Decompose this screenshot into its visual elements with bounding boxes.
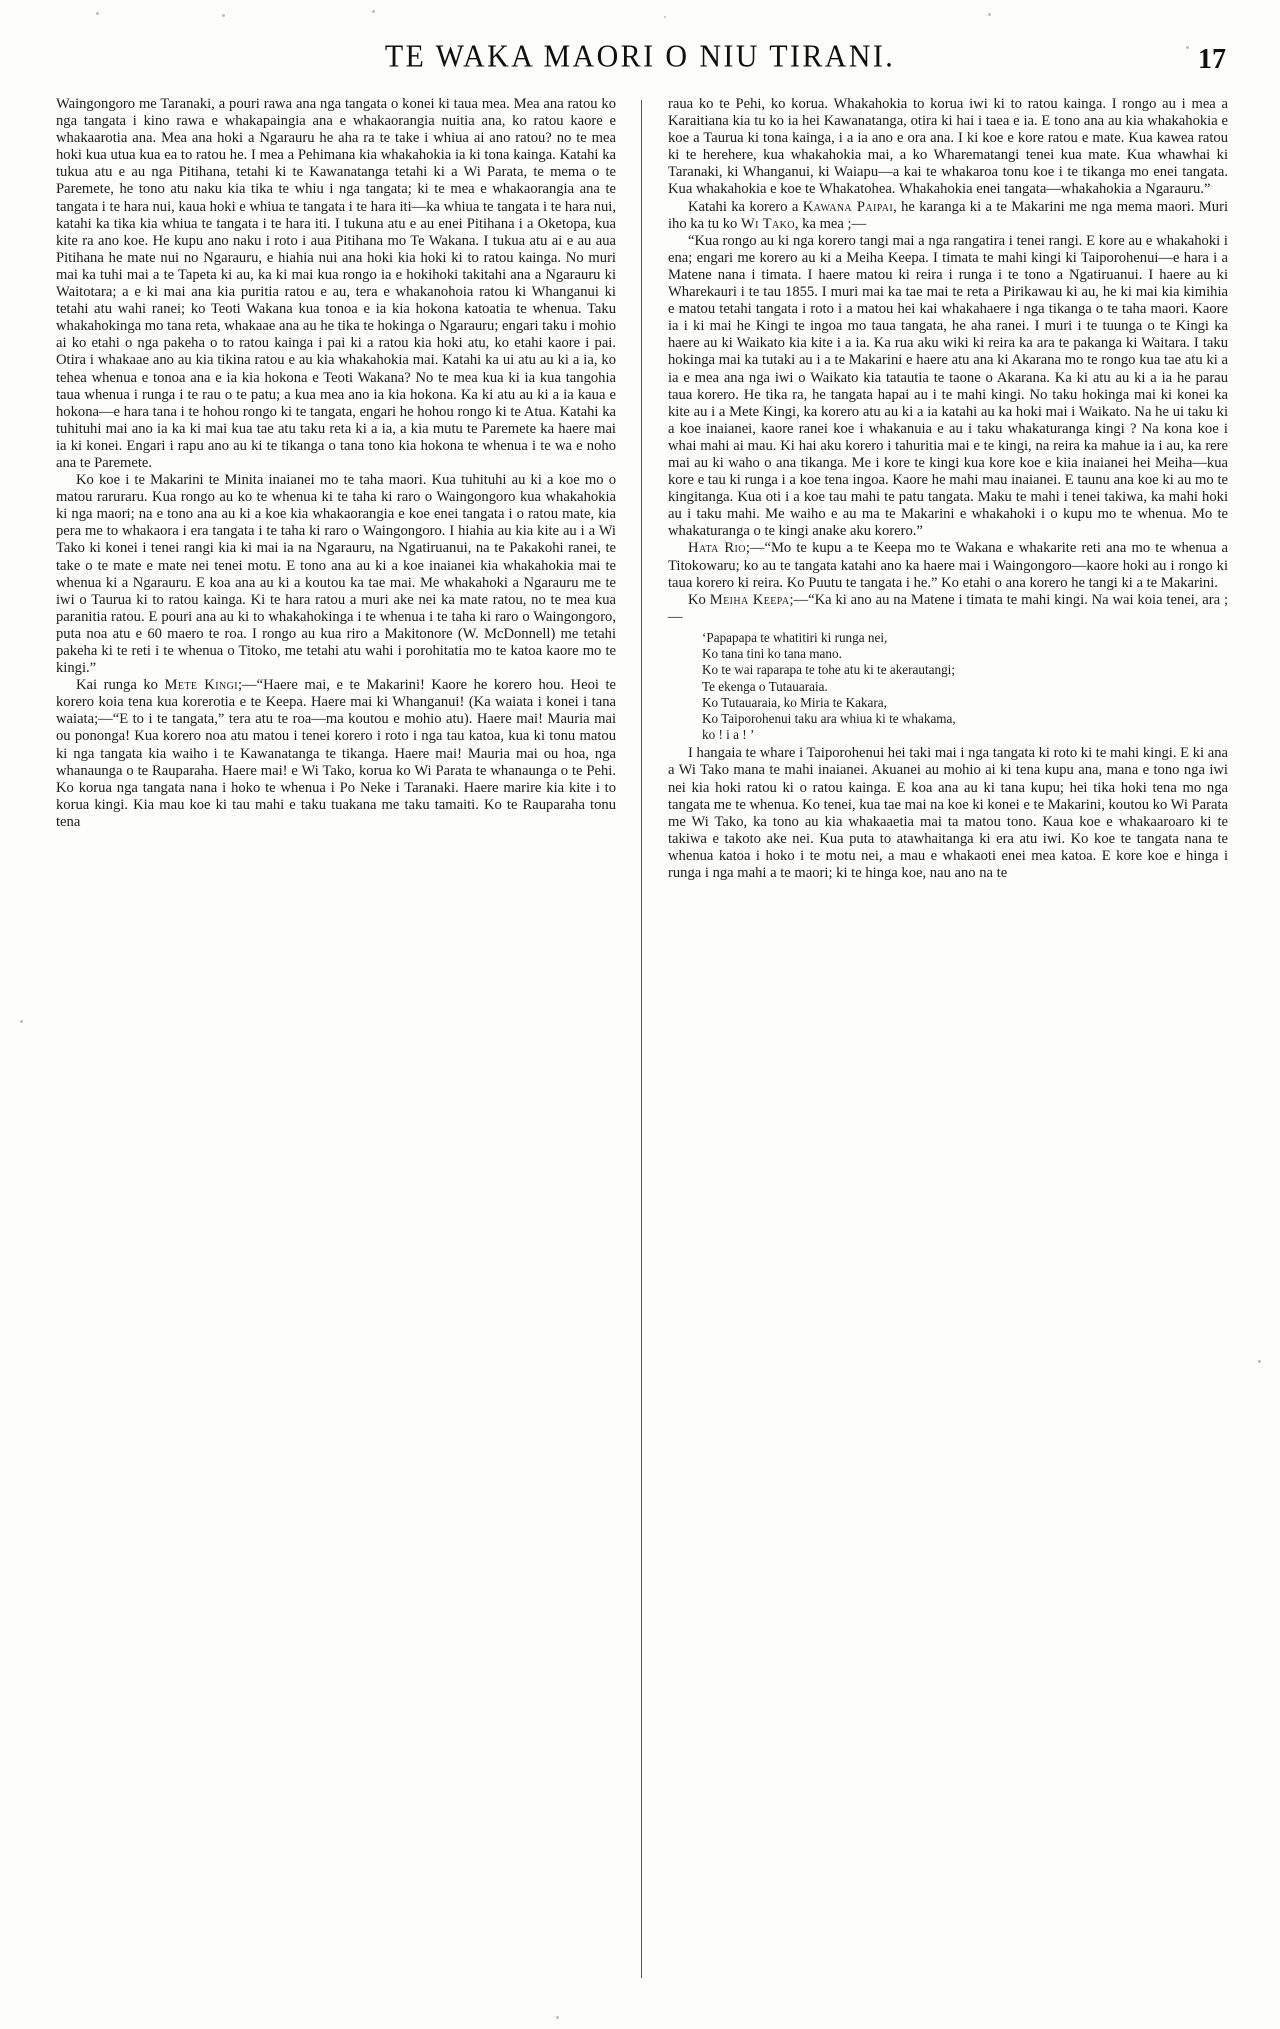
masthead-title: TE WAKA MAORI O NIU TIRANI. <box>384 39 896 74</box>
verse-line: Ko Tutauaraia, ko Miria te Kakara, <box>702 694 887 710</box>
paper-speck <box>1186 46 1189 49</box>
paragraph: Ko Meiha Keepa;—“Ka ki ano au na Matene i timata te mahi kingi. Na wai koia tenei, ara ;— <box>668 591 1228 625</box>
paragraph: Kai runga ko Mete Kingi;—“Haere mai, e te Makarini! Kaore he korero hou. Heoi te korero koia tena kua korerotia e te Keepa. Haere mai ki Whanganui! (Ka waiata i konei i tana waiata;—“E to i te tangata,” tera atu te roa—ma koutou e mohio atu). Haere mai! Mauria mai ou pononga! Kua korero noa atu matou i tenei korero i roto i nga tau katoa, kua ki tonu matou ki nga tangata kia waiho i te Kawanatanga te tikanga. Haere mai! Mauria mai ou hoa, nga whanaunga o te Rauparaha. Haere mai! e Wi Tako, korua ko Wi Parata te whanaunga o te Pehi. Ko korua nga tangata nana i hoko te whenua i Po Neke i Taranaki. Haere marire kia kite i to korua kingi. Kia mau koe ki tau mahi e taku tuakana me taku tamaiti. Ko te Rauparaha tonu tena <box>56 677 616 830</box>
paper-speck <box>1258 1360 1261 1363</box>
paragraph: raua ko te Pehi, ko korua. Whakahokia to korua iwi ki to ratou kainga. I rongo au i mea a Karaitiana kia tu ko ia hei Kawanatanga, otira ki hai i taea e ia. E tono ana au kia whakahokia e koe a Taurua ki tona kainga, i a ia ano e ora ana. I ki koe e kore ratou e mate. Kua kawea ratou ki te herehere, kua whakahokia mai, a ko Wharematangi tenei kua mate. Kua whawhai ki Taranaki, ki Whanganui, ki Waiapu—a kai te whakaroa tonu koe i te tikanga mo enei tangata. Kua whakahokia e koe te Whakatohea. Whakahokia enei tangata—whakahokia a Ngarauru.” <box>668 96 1228 198</box>
page-number: 17 <box>1198 44 1226 75</box>
paper-speck <box>664 16 666 18</box>
verse-line: Ko tana tini ko tana mano. <box>702 646 842 662</box>
verse-line: Ko te wai raparapa te tohe atu ki te akerautangi; <box>702 662 956 678</box>
paper-speck <box>372 10 375 13</box>
left-column <box>56 96 616 831</box>
paragraph: Ko koe i te Makarini te Minita inaianei mo te taha maori. Kua tuhituhi au ki a koe mo o matou raruraru. Kua rongo au ko te whenua ki te taha ki raro o Waingongoro kua whakahokia ki nga maori; na e tono ana au ki a koe kia whakaorangia e koe enei tangata i o ratou mate, kia pera me to whakaora i era tangata i te taha ki raro o Waingongoro. I hiahia au kia kite au i a Wi Tako ki konei i tenei rangi kia ki mai ia na Ngarauru, na Ngatiruanui, na te Pakakohi ranei, te take o te mate e mate nei tenei motu. E tono ana au ki a koe inaianei kia whakahokia mai te whenua ki a Ngarauru. E koa ana au ki a koutou ka tae mai. Me whakahoki a Ngarauru me te iwi o Taurua ki to ratou kainga. Ki te hara ratou a muri ake nei ka mate ratou, no te mea kua paranitia ratou. E pouri ana au ki to whakahokinga i te whenua i te taha ki raro o Waingongoro, puta noa atu e 60 maero te roa. I rongo au kua riro a Makitonore (W. McDonnell) me tetahi pakeha ki te reti i te whenua o Titoko, me tetahi atu wahi i porohitatia mo te katoa kaore mo te kingi.” <box>56 472 616 677</box>
paragraph: Hata Rio;—“Mo te kupu a te Keepa mo te Wakana e whakarite reti ana mo te whenua a Titokowaru; ko au te tangata katahi ano ka haere mai i Waingongoro—kaore hoki au i rongo ki taua korero ki reira. Ko Puutu te tangata i he.” Ko etahi o ana korero he tangi ki a te Makarini. <box>668 540 1228 591</box>
verse-block <box>668 630 1228 743</box>
paragraph: I hangaia te whare i Taiporohenui hei taki mai i nga tangata ki roto ki te mahi kingi. E ki ana a Wi Tako mana te mahi inaianei. Akuanei au mohio ai ki tena kupu ana, mana e tono nga iwi nei kia hoki ratou ki o ratou kainga. E koa ana au ki tana kupu; hei tika hoki tena mo nga tangata me te whenua. Ko tenei, kua tae mai na koe ki konei e te Makarini, koutou ko Wi Parata me Wi Tako, ka tono au kia whakaaetia mai ta matou tono. Kaua koe e whakaaroaro ki te takiwa e takoto ake nei. Kua puta to atawhaitanga ki era atu iwi. Ko koe te tangata nana te whenua katoa i hoko i te motu nei, a mau e whakaoti enei mea katoa. E kore koe e hinga i runga i nga mahi a te maori; ki te hinga koe, nau ano na te <box>668 745 1229 881</box>
right-column <box>668 96 1228 882</box>
page-header <box>0 40 1280 74</box>
text-columns <box>56 96 1228 1996</box>
paper-speck <box>20 1020 23 1023</box>
verse-line: ‘Papapapa te whatitiri ki runga nei, <box>702 629 888 645</box>
column-divider <box>641 100 642 1978</box>
verse-line: Te ekenga o Tutauaraia. <box>702 678 828 694</box>
paragraph: “Kua rongo au ki nga korero tangi mai a nga rangatira i tenei rangi. E kore au e whakahoki i ena; engari me korero au ki a Meiha Keepa. I timata te mahi kingi ki Taiporohenui—e hara i a Matene nana i timata. I haere matou ki reira i runga i te tono a Ngatiruanui. I haere au ki Wharekauri i te tau 1855. I muri mai ka tae mai te reta a Pirikawau ki au, he ki mai kia kimihia e matou tetahi tangata i roto i a matou hei kai whakahaere i nga tikanga o te taha maori. Kaore ia i ki mai he Kingi te ingoa mo taua tangata, he aha ranei. I muri i te tuunga o te Kingi ka haere au ki Waikato kia kite i a ia. Ka rua aku wiki ki reira ka ara te pakanga ki Waitara. I taku hokinga mai ka tutaki au i a te Makarini e haere atu ana ki Akarana mo te rongo kua tae atu ki a ia e mea ana nga iwi o Waikato kia tatautia te taone o Akarana. Ka ki atu au ki a ia he parau taua korero. He tika ra, he tangata hapai au i te mahi kingi. No taku hokinga mai ki konei ka kite au i a Mete Kingi, ka korero atu au ki a ia katahi au ka hoki mai i Waikato. Na he ui taku ki a koe inaianei, kaore ranei koe i whakanuia e au i taku whakaturanga kingi ? Na kona koe i whai mahi ai mau. Ki hai aku korero i tahuritia mai e te kingi, na reira ka mahue ia i au, ka rere mai au ki waho o ana tikanga. Me i kore te kingi kua kore koe e kiia inaianei hei Meiha—kua kore e tau ki runga i a koe tena ingoa. Kaore he mahi mau inaianei. E taunu ana koe ki au mo te kingitanga. Kua oti i a koe tau mahi te patu tangata. Maku te mahi i tenei takiwa, ka mahi hoki au i taku mahi. Me waiho e au ma te Makarini e whakahoki i o kupu mo te whenua. Mo te whakaturanga o te kingi anake aku korero.” <box>668 232 1228 540</box>
paper-speck <box>988 13 991 16</box>
paper-speck <box>96 12 99 15</box>
verse-line: Ko Taiporohenui taku ara whiua ki te whakama, <box>702 710 956 726</box>
paper-speck <box>222 14 225 17</box>
paragraph: Katahi ka korero a Kawana Paipai, he karanga ki a te Makarini me nga mema maori. Muri iho ka tu ko Wi Tako, ka mea ;— <box>668 198 1228 232</box>
paper-speck <box>556 2016 559 2019</box>
verse-line: ko ! i a ! ’ <box>702 727 755 743</box>
paragraph: Waingongoro me Taranaki, a pouri rawa ana nga tangata o konei ki taua mea. Mea ana ratou ko nga tangata i kino rawa e whakapaingia ana e whakaorangia nuitia ana, ko ratou kaore e whakaarotia ana. Mea ana hoki a Ngarauru he aha ra te take i whiua ai ano ratou? no te mea hoki kua utua kua ea to ratou he. I mea a Pehimana kia whakahokia ia ki tona kainga. Katahi ka tukua atu e au nga Pitihana, tetahi ki te Kawanatanga tetahi ki a Wi Parata, te mema o te Paremete, he tono atu naku kia tika te whiu i nga tangata; ki te mea e whakaorangia ana te tangata i te hara nui, kaua hoki e whiua te tangata i te hara iti—ka whiua te tangata i te hara nui, katahi ka tika kia whiua te tangata i te hara iti. I tukuna atu e au enei Pitihana i a Oketopa, kua kite ra ano koe. He kupu ano naku i roto i aua Pitihana mo Te Wakana. I tukua atu ai e au aua Pitihana he mate nui no Ngarauru, e hiahia nui ana hoki kia hoki ki to ratou kainga. No muri mai ka tuhi mai a te Tapeta ki au, ka ki mai kua rongo ia e hokihoki takitahi ana a Ngarauru ki Waitotara; a e ki mai ana kia puritia ratou e au, tera e whakanohoia ratou ki Whanganui ki tetahi atu wahi ranei; ko Teoti Wakana kua tonoa e ia kia hokona katoatia te whenua. Taku whakahokinga mo tana reta, whakaae ana au he tika te hokinga o Ngarauru; engari taku i mohio ai ko etahi o nga pakeha o to ratou kainga i pai ki a ratou kia hoki atu, ko etahi kaore i pai. Otira i whakaae ano au kia tikina ratou e au kia whakahokia mai. Katahi ka ui atu au ki a ia, ko tehea whenua e tonoa ana e ia kia hokona e Teoti Wakana? No te mea kua ki ia kua tangohia taua whenua i runga i te rau o te patu; a kua mea ano ia kia hokona. Ka ki atu au ki a ia kaua e hokona—e hara tana i te hohou rongo ki te tangata, engari he hohou rongo ki te Atua. Katahi ka tuhituhi mai ano ia ka ki mai kua tae atu taku reta ki a ia, a kia mutu te Paremete ka haere mai ia ki konei. Engari i rapu ano au ki te tikanga o tana tono kia hokona te whenua i te wa e noho ana te Paremete. <box>56 96 616 471</box>
